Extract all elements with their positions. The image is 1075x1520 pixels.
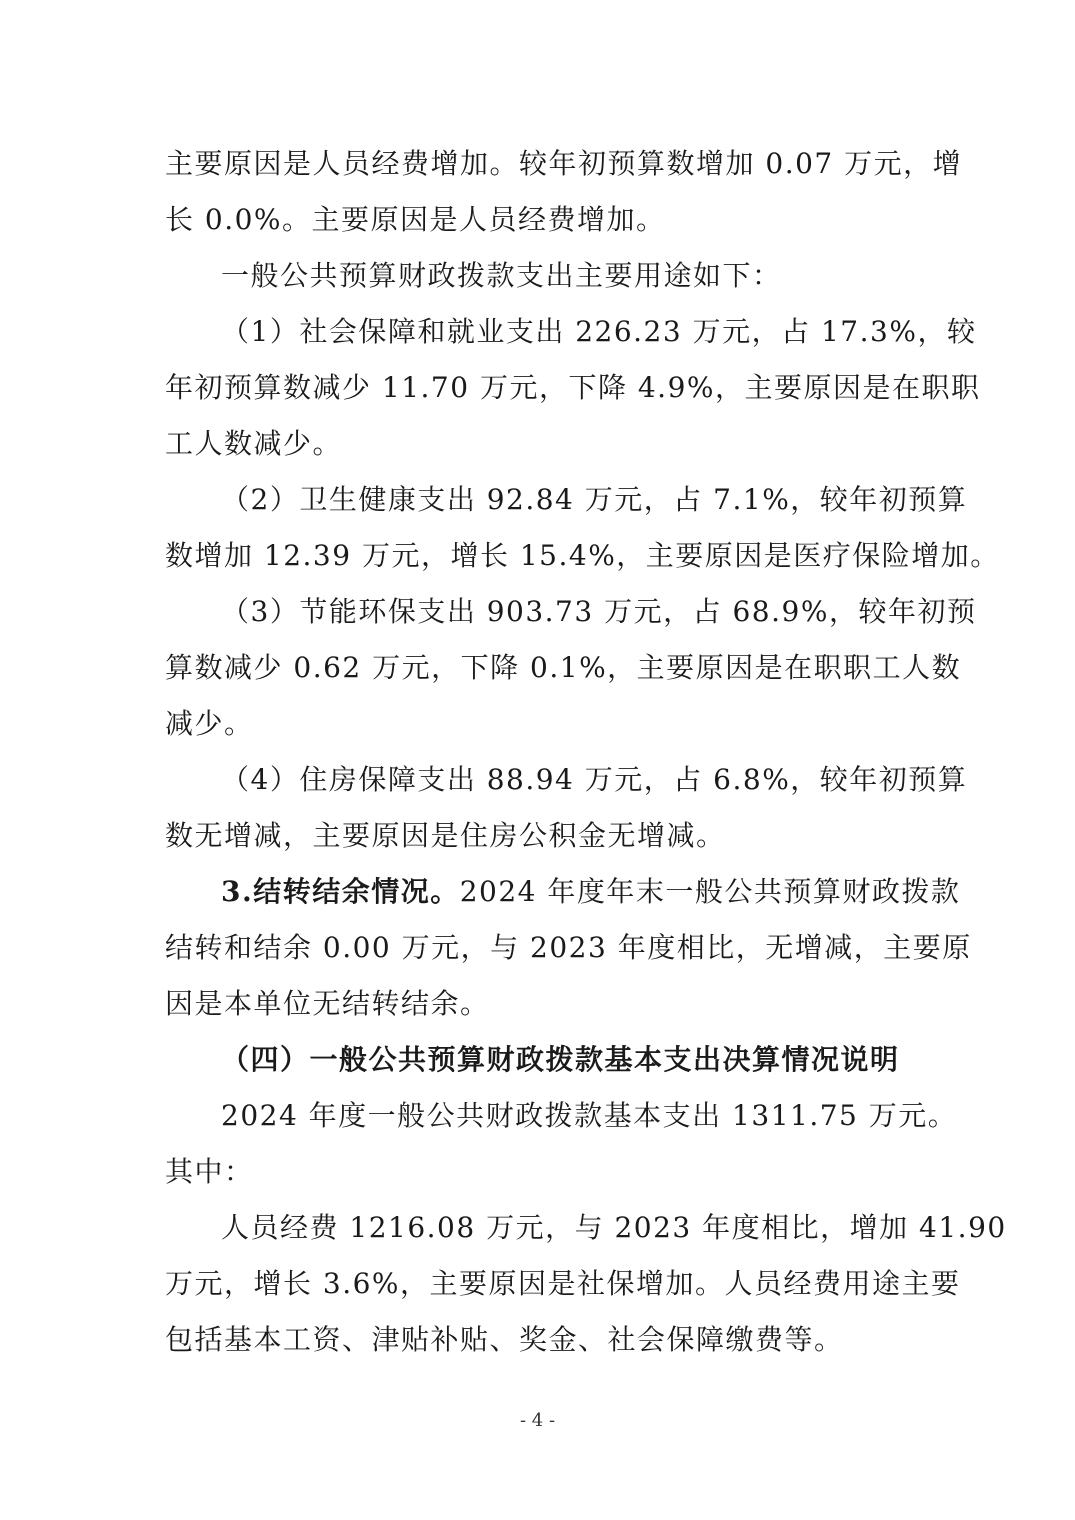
paragraph-line: 因是本单位无结转结余。 <box>165 987 490 1020</box>
paragraph-line: 减少。 <box>165 707 254 740</box>
paragraph-line: 2024 年度一般公共财政拨款基本支出 1311.75 万元。 <box>221 1099 958 1132</box>
paragraph-line: （2）卫生健康支出 92.84 万元，占 7.1%，较年初预算 <box>221 483 968 516</box>
paragraph-line: 结转和结余 0.00 万元，与 2023 年度相比，无增减，主要原 <box>165 931 972 964</box>
paragraph-line: 其中： <box>165 1155 254 1188</box>
paragraph-line: 数无增减，主要原因是住房公积金无增减。 <box>165 819 726 852</box>
paragraph-line: 年初预算数减少 11.70 万元，下降 4.9%，主要原因是在职职 <box>165 371 981 404</box>
paragraph-line: 工人数减少。 <box>165 427 343 460</box>
paragraph-line: （4）住房保障支出 88.94 万元，占 6.8%，较年初预算 <box>221 763 968 796</box>
page-number: - 4 - <box>519 1410 556 1431</box>
paragraph-line: 一般公共预算财政拨款支出主要用途如下： <box>221 259 782 292</box>
paragraph-line: 人员经费 1216.08 万元，与 2023 年度相比，增加 41.90 <box>221 1211 1007 1244</box>
section-heading: （四）一般公共预算财政拨款基本支出决算情况说明 <box>221 1043 900 1076</box>
paragraph-line: （1）社会保障和就业支出 226.23 万元，占 17.3%，较 <box>221 315 977 348</box>
paragraph-line: （3）节能环保支出 903.73 万元，占 68.9%，较年初预 <box>221 595 977 628</box>
section-3-lead: 3.结转结余情况。 <box>221 875 460 908</box>
paragraph-line: 万元，增长 3.6%，主要原因是社保增加。人员经费用途主要 <box>165 1267 961 1300</box>
section-3-text: 2024 年度年末一般公共预算财政拨款 <box>459 875 961 908</box>
section-3-first-line <box>165 864 961 920</box>
paragraph-line: 算数减少 0.62 万元，下降 0.1%，主要原因是在职职工人数 <box>165 651 962 684</box>
paragraph-line: 数增加 12.39 万元，增长 15.4%，主要原因是医疗保险增加。 <box>165 539 1000 572</box>
paragraph-line: 长 0.0%。主要原因是人员经费增加。 <box>165 203 666 236</box>
paragraph-line: 包括基本工资、津贴补贴、奖金、社会保障缴费等。 <box>165 1323 844 1356</box>
paragraph-line: 主要原因是人员经费增加。较年初预算数增加 0.07 万元，增 <box>165 147 963 180</box>
